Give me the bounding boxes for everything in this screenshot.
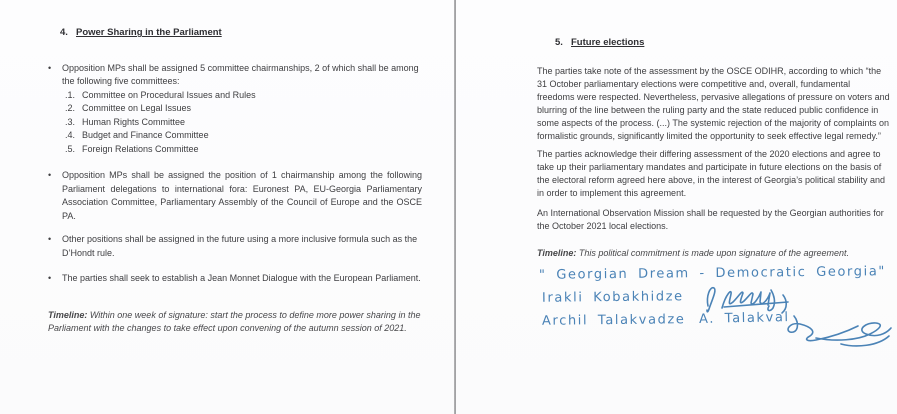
list-item: [65, 102, 422, 116]
handwritten-party-name: " Georgian Dream - Democratic Georgia": [538, 264, 887, 283]
signature-swoosh-talakvadze: [786, 308, 896, 352]
list-item: [65, 116, 422, 130]
timeline-left: [48, 309, 422, 336]
list-item-label: Committee on Legal Issues: [82, 103, 192, 113]
paragraph-differing-assessment: The parties acknowledge their differing assessment of the 2020 elections and agree to take up their parliamentary mandates and participate in future elections on the basis of the electoral reform agreed here above, in the interest of Georgia’s political stability and in order to implement this agreement.: [537, 149, 886, 198]
list-item-number: .5.: [65, 143, 76, 154]
bullet-icon: •: [48, 62, 52, 73]
list-item: [65, 89, 422, 103]
page-divider-line: [454, 0, 456, 414]
timeline-text: Within one week of signature: start the process to define more power sharing in the Parliament with the changes to take effect upon convening of the autumn session of 2021.: [48, 309, 421, 333]
list-item-number: .4.: [65, 130, 76, 140]
signature-scrawl-kobakhidze: [700, 282, 800, 316]
handwritten-signer2-signature-text: A. Talakval: [698, 310, 790, 327]
right-page: [537, 36, 890, 260]
section-title: Power Sharing in the Parliament: [76, 27, 222, 38]
section-heading-future-elections: [555, 36, 890, 49]
left-page: [48, 26, 422, 336]
timeline-label: Timeline:: [537, 248, 577, 258]
committee-list: [65, 89, 422, 157]
paragraph-observation-mission: An International Observation Mission shall be requested by the Georgian authorities for the October 2021 local elections.: [537, 208, 884, 231]
bullet-committee-chairmanships: [48, 62, 422, 157]
bullet-paragraph: The parties shall seek to establish a Jean Monnet Dialogue with the European Parliament.: [62, 273, 421, 283]
section-number: 5.: [555, 37, 563, 48]
handwritten-signer2-name: Archil Talakvadze: [541, 312, 686, 329]
list-item-label: Human Rights Committee: [82, 116, 186, 127]
list-item-number: .2.: [65, 103, 76, 113]
list-item-label: Budget and Finance Committee: [82, 130, 209, 140]
bullet-paragraph: Opposition MPs shall be assigned 5 committee chairmanships, 2 of which shall be among the following five committees:: [62, 62, 419, 86]
section-heading-power-sharing: [60, 26, 422, 40]
bullet-jean-monnet: [48, 272, 422, 286]
list-item: [65, 129, 422, 143]
timeline-text: This political commitment is made upon signature of the agreement.: [576, 248, 849, 258]
list-item-number: .3.: [65, 116, 76, 127]
bullet-paragraph: Opposition MPs shall be assigned the position of 1 chairmanship among the following Parliament delegations to international fora: Euronest PA, EU-Georgia Parliamentary Association Committee, Parliamentary Assembly of the Council of Europe and the OSCE PA.: [62, 170, 422, 221]
paragraph-osce-assessment: The parties take note of the assessment by the OSCE ODIHR, according to which “the 31 October parliamentary elections were competitive and, overall, fundamental freedoms were respected. Nevertheless, pervasive allegations of pressure on voters and blurring of the line between the ruling party and the state reduced public confidence in some aspects of the process. (...) The systemic rejection of the majority of complaints on formalistic grounds, significantly limited the opportunity to seek effective legal remedy.”: [537, 66, 890, 141]
list-item-label: Committee on Procedural Issues and Rules: [82, 89, 256, 100]
bullet-body: [62, 62, 422, 157]
bullet-paragraph: Other positions shall be assigned in the future using a more inclusive formula such as the D’Hondt rule.: [62, 234, 418, 258]
handwritten-signer1-name: Irakli Kobakhidze: [541, 289, 684, 306]
list-item-label: Foreign Relations Committee: [82, 143, 199, 154]
section-title: Future elections: [571, 37, 645, 48]
bullet-icon: •: [48, 273, 52, 283]
timeline-label: Timeline:: [48, 309, 88, 320]
bullet-icon: •: [48, 234, 52, 244]
timeline-right: [537, 247, 890, 260]
list-item: [65, 143, 422, 157]
bullet-dhondt-rule: [48, 233, 422, 260]
bullet-icon: •: [48, 170, 52, 180]
section-number: 4.: [60, 27, 68, 38]
bullet-delegations: [48, 169, 422, 223]
list-item-number: .1.: [65, 89, 76, 100]
